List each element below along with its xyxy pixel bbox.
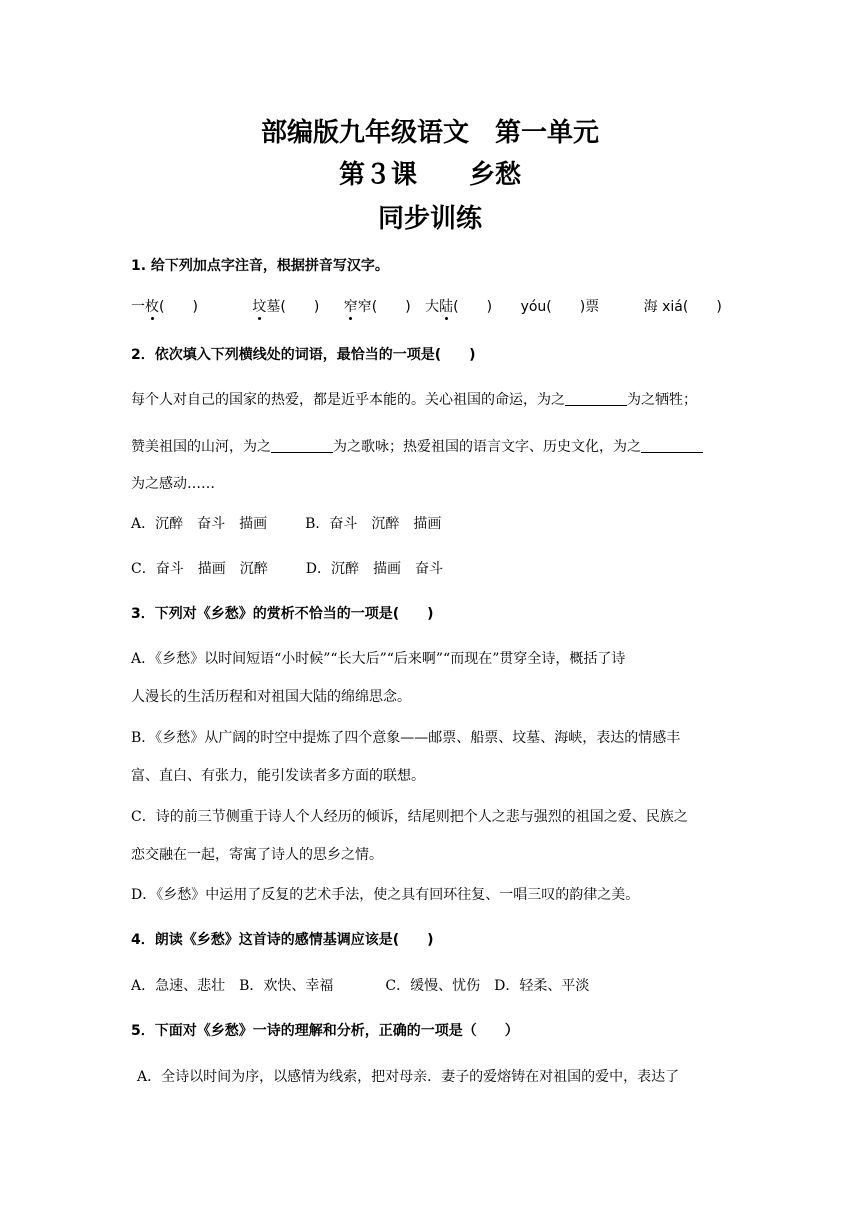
question-2-passage-line-2: 赞美祖国的山河，为之 为之歌咏；热爱祖国的语言文字、历史文化，为之 [131,436,731,456]
question-3-option-b-line-1: B．《乡愁》从广阔的时空中提炼了四个意象——邮票、船票、坟墓、海峡，表达的情感丰 [131,730,681,746]
question-3-option-c-line-2: 恋交融在一起，寄寓了诗人的思乡之情。 [131,847,383,863]
question-2-passage-line-3: 为之感动…… [131,476,215,492]
question-3-option-d: D．《乡愁》中运用了反复的艺术手法，使之具有回环往复、一唱三叹的韵律之美。 [131,887,640,903]
question-2-stem: 2．依次填入下列横线处的词语，最恰当的一项是( ) [131,347,476,363]
item-2: 坟墓( ) [252,299,319,315]
question-1-stem: 1. 给下列加点字注音，根据拼音写汉字。 [131,258,389,274]
question-3-option-c-line-1: C．诗的前三节侧重于诗人个人经历的倾诉，结尾则把个人之悲与强烈的祖国之爱、民族之 [131,809,688,825]
question-1-items [131,296,731,316]
question-3-option-b-line-2: 富、直白、有张力，能引发读者多方面的联想。 [131,768,425,784]
fill-blank-1 [565,391,627,406]
question-2-passage-line-1: 每个人对自己的国家的热爱，都是近乎本能的。关心祖国的命运，为之 为之牺牲； [131,392,697,408]
section-title: 同步训练 [377,204,482,234]
lesson-title: 第３课 乡愁 [338,160,521,190]
options-cd: C．缓慢、忧伤 D．轻柔、平淡 [385,978,590,994]
options-ab: A．急速、悲壮 B．欢快、幸福 [131,978,334,994]
question-2-options-ab [131,513,731,533]
option-b: B．奋斗 沉醉 描画 [305,516,442,532]
question-4-options [131,975,731,995]
option-a: A．沉醉 奋斗 描画 [131,516,268,532]
item-5: yóu( )票 [520,299,600,315]
document-title: 部编版九年级语文 第一单元 [260,118,599,148]
fill-blank-2 [271,438,333,453]
fill-blank-3 [641,438,703,453]
question-4-stem: 4．朗读《乡愁》这首诗的感情基调应该是( ) [131,932,434,948]
question-3-option-a-line-1: A．《乡愁》以时间短语“小时候”“长大后”“后来啊”“而现在”贯穿全诗，概括了诗 [131,651,626,667]
item-4: 大陆( ) [425,299,492,315]
option-d: D．沉醉 描画 奋斗 [305,561,443,577]
question-3-option-a-line-2: 人漫长的生活历程和对祖国大陆的绵绵思念。 [131,689,411,705]
question-5-stem: 5．下面对《乡愁》一诗的理解和分析，正确的一项是（ ） [131,1023,519,1039]
option-c: C．奋斗 描画 沉醉 [131,561,268,577]
item-6: 海 xiá( ) [643,299,722,315]
item-3: 窄窄( ) [344,299,411,315]
item-1: 一枚( ) [131,299,198,315]
question-5-option-a-line-1: A．全诗以时间为序，以感情为线索，把对母亲．妻子的爱熔铸在对祖国的爱中，表达了 [137,1069,680,1085]
question-2-options-cd [131,558,731,578]
question-3-stem: 3．下列对《乡愁》的赏析不恰当的一项是( ) [131,606,434,622]
